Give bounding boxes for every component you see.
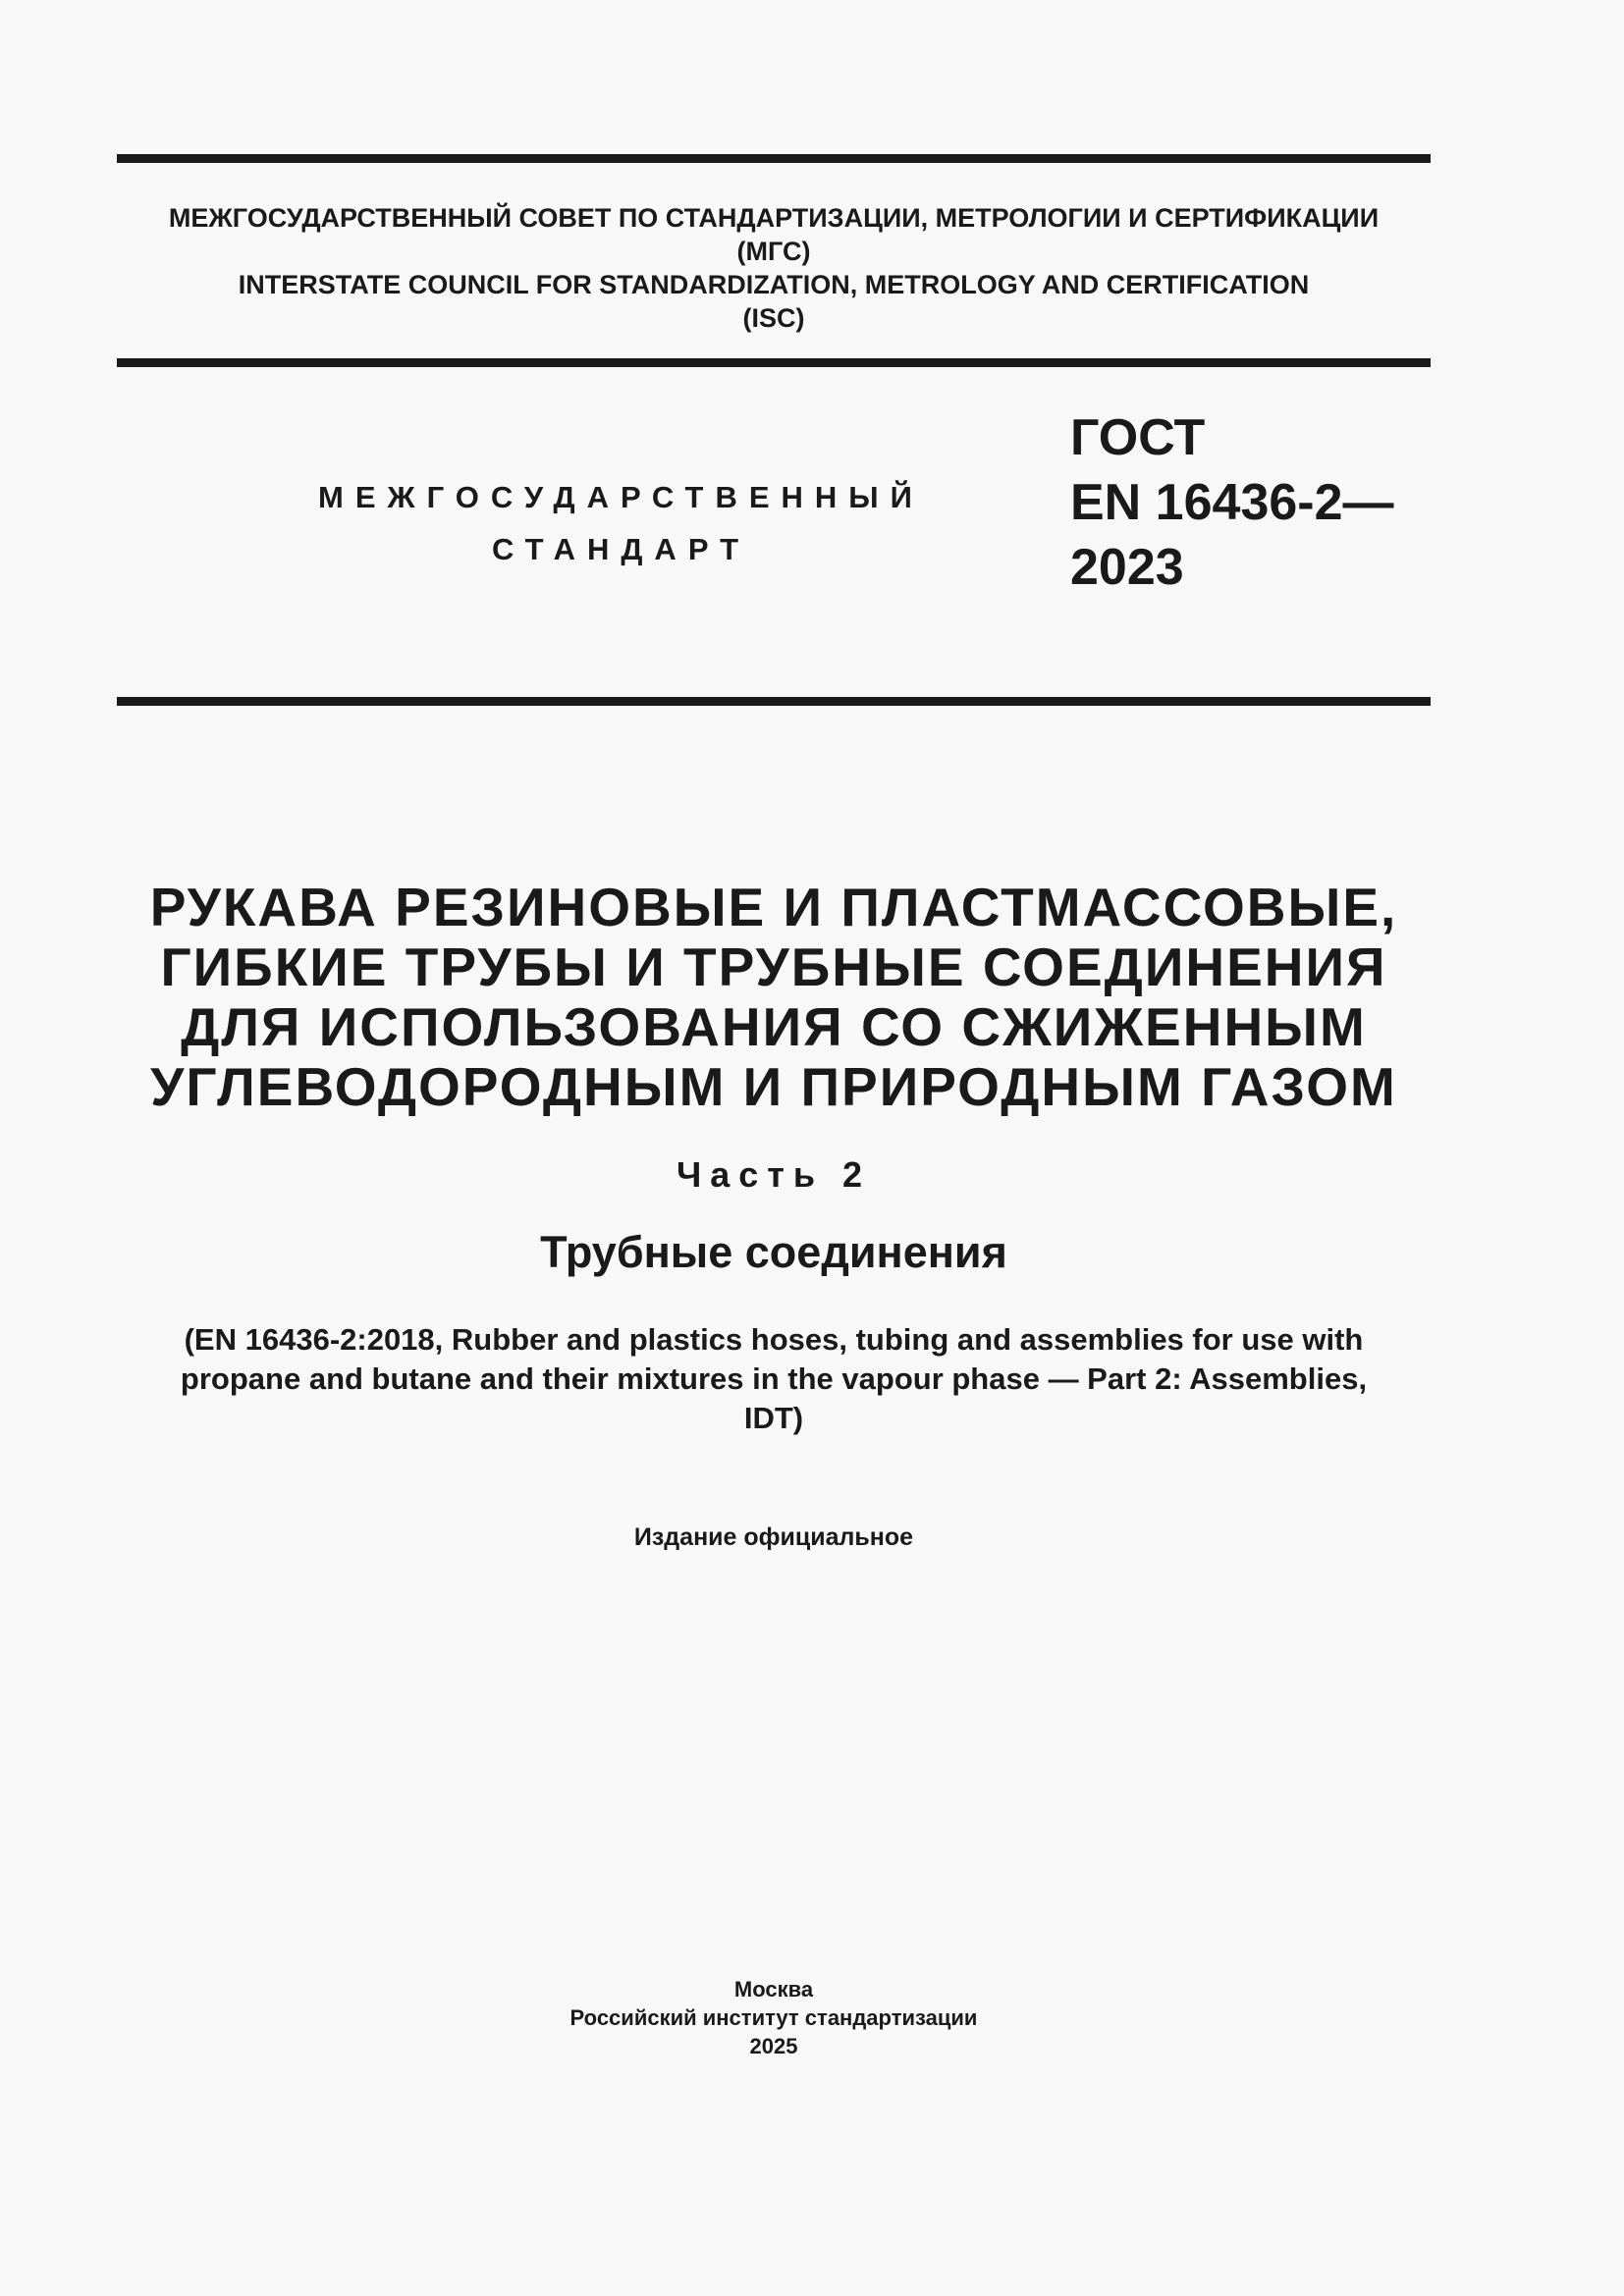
standard-kind xyxy=(295,471,947,575)
imprint-city: Москва xyxy=(733,1977,814,2002)
reference-line: IDT) xyxy=(743,1401,804,1435)
council-abbr-en: (ISC) xyxy=(742,303,805,333)
imprint-publisher: Российский институт стандартизации xyxy=(569,2005,978,2030)
reference-line: (EN 16436-2:2018, Rubber and plastics hoses, tubing and assemblies for use with xyxy=(184,1322,1364,1357)
council-header xyxy=(117,201,1431,335)
reference-line: propane and butane and their mixtures in the vapour phase — Part 2: Assemblies, xyxy=(180,1362,1368,1396)
council-name-en: INTERSTATE COUNCIL FOR STANDARDIZATION, METROLOGY AND CERTIFICATION xyxy=(238,270,1310,299)
council-abbr-ru: (МГС) xyxy=(736,237,811,266)
standard-kind-line2: СТАНДАРТ xyxy=(491,532,751,566)
publisher-imprint xyxy=(117,1975,1431,2060)
part-number: Часть 2 xyxy=(676,1154,872,1195)
title-line: РУКАВА РЕЗИНОВЫЕ И ПЛАСТМАССОВЫЕ, xyxy=(149,877,1398,937)
title-line: УГЛЕВОДОРОДНЫМ И ПРИРОДНЫМ ГАЗОМ xyxy=(150,1056,1397,1117)
designation-line2: EN 16436-2— xyxy=(1070,474,1394,531)
designation-divider-rule xyxy=(117,697,1431,706)
standard-designation xyxy=(1070,405,1394,600)
top-rule xyxy=(117,154,1431,163)
title-line: ГИБКИЕ ТРУБЫ И ТРУБНЫЕ СОЕДИНЕНИЯ xyxy=(160,936,1387,997)
council-name-ru: МЕЖГОСУДАРСТВЕННЫЙ СОВЕТ ПО СТАНДАРТИЗАЦИИ, МЕТРОЛОГИИ И СЕРТИФИКАЦИИ xyxy=(168,203,1380,233)
edition-label: Издание официальное xyxy=(633,1523,914,1551)
designation-line3: 2023 xyxy=(1070,539,1184,596)
document-title xyxy=(117,878,1431,1117)
title-line: ДЛЯ ИСПОЛЬЗОВАНИЯ СО СЖИЖЕННЫМ xyxy=(181,996,1367,1057)
part-title: Трубные соединения xyxy=(540,1227,1007,1277)
designation-line1: ГОСТ xyxy=(1070,409,1206,466)
header-divider-rule xyxy=(117,358,1431,367)
source-standard-reference xyxy=(117,1320,1431,1438)
standard-kind-line1: МЕЖГОСУДАРСТВЕННЫЙ xyxy=(318,480,924,514)
imprint-year: 2025 xyxy=(749,2034,798,2058)
